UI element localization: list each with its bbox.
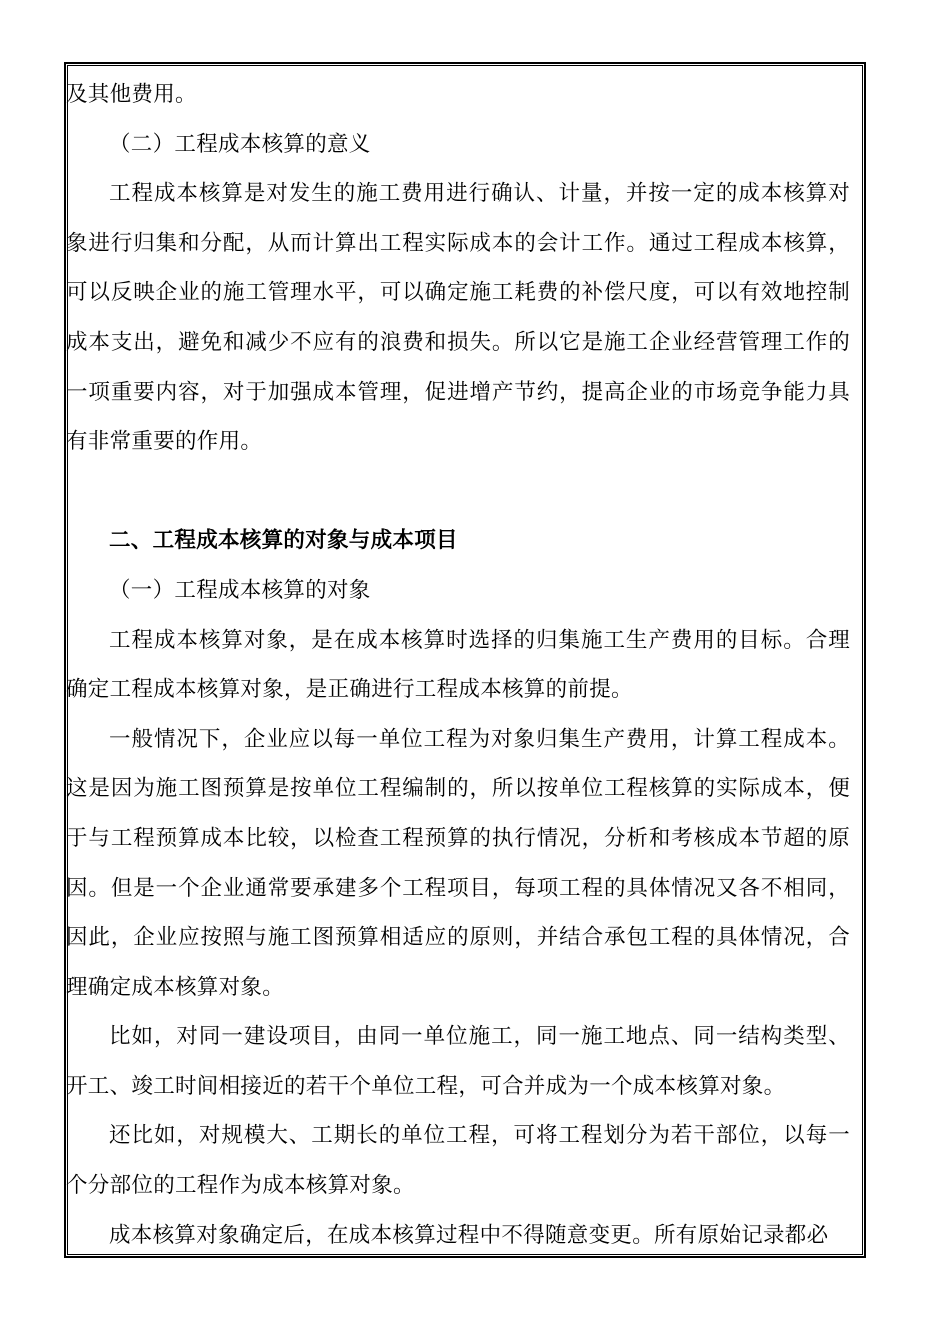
- paragraph-general-case: 一般情况下，企业应以每一单位工程为对象归集生产费用，计算工程成本。这是因为施工图预算是按单位工程编制的，所以按单位工程核算的实际成本，便于与工程预算成本比较，以检查工程预算的执行情况，分析和考核成本节超的原因。但是一个企业通常要承建多个工程项目，每项工程的具体情况又各不相同，因此，企业应按照与施工图预算相适应的原则，并结合承包工程的具体情况，合理确定成本核算对象。: [66, 726, 850, 1000]
- document-body: [66, 70, 850, 1260]
- subheading-objects: （一）工程成本核算的对象: [109, 577, 371, 603]
- paragraph-continuation: 及其他费用。: [66, 82, 197, 107]
- paragraph-significance: 工程成本核算是对发生的施工费用进行确认、计量，并按一定的成本核算对象进行归集和分配，从而计算出工程实际成本的会计工作。通过工程成本核算，可以反映企业的施工管理水平，可以确定施工耗费的补偿尺度，可以有效地控制成本支出，避免和减少不应有的浪费和损失。所以它是施工企业经营管理工作的一项重要内容，对于加强成本管理，促进增产节约，提高企业的市场竞争能力具有非常重要的作用。: [66, 181, 850, 455]
- paragraph-example-split: 还比如，对规模大、工期长的单位工程，可将工程划分为若干部位，以每一个分部位的工程作为成本核算对象。: [66, 1123, 850, 1199]
- paragraph-no-change: 成本核算对象确定后，在成本核算过程中不得随意变更。所有原始记录都必: [109, 1222, 829, 1248]
- paragraph-example-merge: 比如，对同一建设项目，由同一单位施工，同一施工地点、同一结构类型、开工、竣工时间相接近的若干个单位工程，可合并成为一个成本核算对象。: [66, 1024, 850, 1099]
- section-heading-objects-items: 二、工程成本核算的对象与成本项目: [109, 528, 458, 554]
- subheading-significance: （二）工程成本核算的意义: [109, 131, 371, 157]
- blank-line: [66, 467, 850, 517]
- paragraph-objects-definition: 工程成本核算对象，是在成本核算时选择的归集施工生产费用的目标。合理确定工程成本核算对象，是正确进行工程成本核算的前提。: [66, 627, 850, 703]
